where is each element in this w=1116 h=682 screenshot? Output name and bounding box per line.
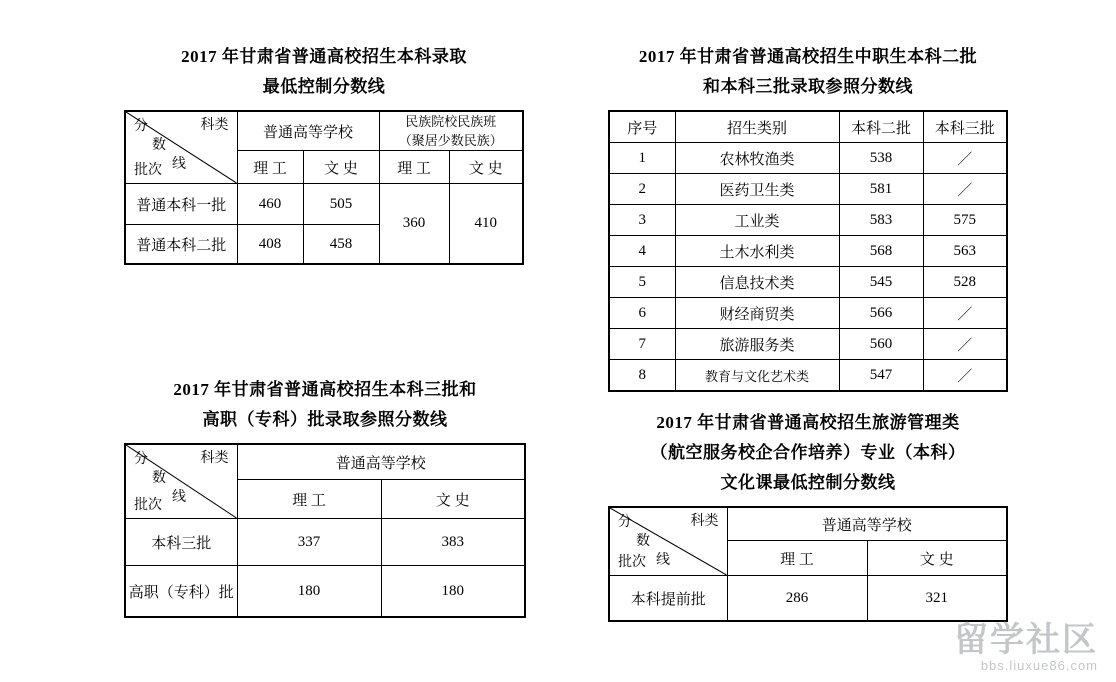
t1-group-minority-line1: 民族院校民族班	[405, 114, 497, 129]
t4-corner-e: 批次	[618, 555, 646, 570]
table-vocational-cutoff	[608, 110, 1008, 392]
table-undergraduate-cutoff	[124, 110, 524, 265]
t4-subheader-1: 文 史	[867, 541, 1007, 576]
t2-r5-c0: 6	[609, 298, 675, 329]
t2-title-line1: 2017 年甘肃省普通高校招生中职生本科二批	[638, 47, 978, 66]
t4-row0-art: 321	[867, 576, 1007, 622]
t1-minority-sci: 360	[379, 184, 449, 265]
t3-corner-a: 分	[134, 452, 148, 467]
t1-subheader-2: 理 工	[379, 151, 449, 184]
t4-title-line2: （航空服务校企合作培养）专业（本科）	[650, 443, 966, 462]
t4-subheader-0: 理 工	[727, 541, 867, 576]
t1-corner-a: 分	[134, 119, 148, 134]
t1-row0-general-art: 505	[303, 184, 379, 225]
section-undergraduate-cutoff	[124, 42, 524, 265]
t3-row0-label: 本科三批	[125, 519, 237, 566]
table-row	[609, 267, 1007, 298]
t1-title-line1: 2017 年甘肃省普通高校招生本科录取	[181, 47, 467, 66]
t2-r4-c2: 545	[839, 267, 923, 298]
t3-subheader-1: 文 史	[381, 480, 525, 519]
t2-r2-c1: 工业类	[675, 205, 839, 236]
table-row	[609, 174, 1007, 205]
t2-title-line2: 和本科三批录取参照分数线	[703, 77, 913, 96]
t1-row1-general-art: 458	[303, 225, 379, 265]
t3-row0-art: 383	[381, 519, 525, 566]
t2-header-3: 本科三批	[923, 111, 1007, 143]
watermark-url: bbs.liuxue86.com	[980, 658, 1098, 673]
t4-title-line1: 2017 年甘肃省普通高校招生旅游管理类	[656, 413, 960, 432]
t2-r0-c3: ／	[923, 143, 1007, 174]
t2-r6-c3: ／	[923, 329, 1007, 360]
t2-r0-c1: 农林牧渔类	[675, 143, 839, 174]
t2-r2-c2: 583	[839, 205, 923, 236]
table-row	[609, 236, 1007, 267]
t2-header-2: 本科二批	[839, 111, 923, 143]
t1-subheader-0: 理 工	[237, 151, 303, 184]
table-row	[609, 298, 1007, 329]
t1-corner-cell	[125, 111, 237, 184]
t2-r6-c1: 旅游服务类	[675, 329, 839, 360]
t1-group-minority-line2: （聚居少数民族）	[398, 133, 503, 148]
t1-subheader-3: 文 史	[449, 151, 523, 184]
t3-corner-b: 数	[152, 471, 166, 486]
t3-corner-e: 批次	[134, 498, 162, 513]
t1-group-general: 普通高等学校	[237, 111, 379, 151]
t2-r6-c2: 560	[839, 329, 923, 360]
t4-row0-sci: 286	[727, 576, 867, 622]
t3-corner-c: 线	[172, 490, 186, 505]
t2-r6-c0: 7	[609, 329, 675, 360]
t2-r4-c0: 5	[609, 267, 675, 298]
t2-r5-c2: 566	[839, 298, 923, 329]
t2-header-row	[609, 111, 1007, 143]
t1-row1-general-sci: 408	[237, 225, 303, 265]
watermark-main: 留学社区	[954, 621, 1098, 659]
t1-row0-general-sci: 460	[237, 184, 303, 225]
t2-r1-c3: ／	[923, 174, 1007, 205]
t1-corner-b: 数	[152, 138, 166, 153]
t2-r0-c2: 538	[839, 143, 923, 174]
section-vocational-cutoff	[608, 42, 1008, 392]
t1-minority-art: 410	[449, 184, 523, 265]
t2-r2-c0: 3	[609, 205, 675, 236]
t2-header-0: 序号	[609, 111, 675, 143]
t3-corner-cell	[125, 444, 237, 519]
section-batch3-vocational-cutoff	[124, 375, 526, 618]
t1-corner-c: 线	[172, 157, 186, 172]
t3-title-line2: 高职（专科）批录取参照分数线	[202, 410, 448, 429]
t1-row0-label: 普通本科一批	[125, 184, 237, 225]
t1-group-minority	[379, 111, 523, 151]
t4-corner-b: 数	[636, 534, 650, 549]
t2-r2-c3: 575	[923, 205, 1007, 236]
t1-title-line2: 最低控制分数线	[262, 77, 386, 96]
t2-r7-c0: 8	[609, 360, 675, 392]
t1-row1-label: 普通本科二批	[125, 225, 237, 265]
t4-corner-a: 分	[618, 515, 632, 530]
t2-r0-c0: 1	[609, 143, 675, 174]
t4-group-general: 普通高等学校	[727, 507, 1007, 541]
table-row	[125, 566, 525, 618]
t2-r7-c2: 547	[839, 360, 923, 392]
t4-corner-c: 线	[656, 553, 670, 568]
table-batch3-vocational-cutoff	[124, 443, 526, 618]
t3-row1-label: 高职（专科）批	[125, 566, 237, 618]
t4-corner-cell	[609, 507, 727, 576]
t1-subheader-1: 文 史	[303, 151, 379, 184]
t3-corner-d: 科类	[200, 451, 229, 466]
t2-r7-c3: ／	[923, 360, 1007, 392]
t4-row0-label: 本科提前批	[609, 576, 727, 622]
t1-corner-e: 批次	[134, 163, 162, 178]
table-row	[125, 519, 525, 566]
table-row	[125, 184, 523, 225]
t2-r1-c2: 581	[839, 174, 923, 205]
t2-r4-c1: 信息技术类	[675, 267, 839, 298]
table-row	[609, 329, 1007, 360]
t3-row1-art: 180	[381, 566, 525, 618]
t1-corner-d: 科类	[200, 118, 229, 133]
table-row	[609, 143, 1007, 174]
t2-header-1: 招生类别	[675, 111, 839, 143]
t2-r3-c0: 4	[609, 236, 675, 267]
table-tourism-aviation-cutoff	[608, 506, 1008, 622]
t4-title-line3: 文化课最低控制分数线	[720, 473, 896, 492]
table-row	[609, 576, 1007, 622]
t2-r3-c1: 土木水利类	[675, 236, 839, 267]
t3-row0-sci: 337	[237, 519, 381, 566]
t2-r7-c1: 教育与文化艺术类	[675, 360, 839, 392]
t2-r1-c0: 2	[609, 174, 675, 205]
t2-r5-c1: 财经商贸类	[675, 298, 839, 329]
t3-group-general: 普通高等学校	[237, 444, 525, 480]
table-row	[609, 205, 1007, 236]
t2-r3-c3: 563	[923, 236, 1007, 267]
t3-subheader-0: 理 工	[237, 480, 381, 519]
t3-row1-sci: 180	[237, 566, 381, 618]
t2-r1-c1: 医药卫生类	[675, 174, 839, 205]
t3-title-line1: 2017 年甘肃省普通高校招生本科三批和	[173, 380, 477, 399]
t2-r5-c3: ／	[923, 298, 1007, 329]
table-row	[609, 360, 1007, 392]
t2-r4-c3: 528	[923, 267, 1007, 298]
watermark	[954, 622, 1098, 674]
section-tourism-aviation-cutoff	[608, 408, 1008, 622]
t4-corner-d: 科类	[690, 514, 719, 529]
t2-r3-c2: 568	[839, 236, 923, 267]
